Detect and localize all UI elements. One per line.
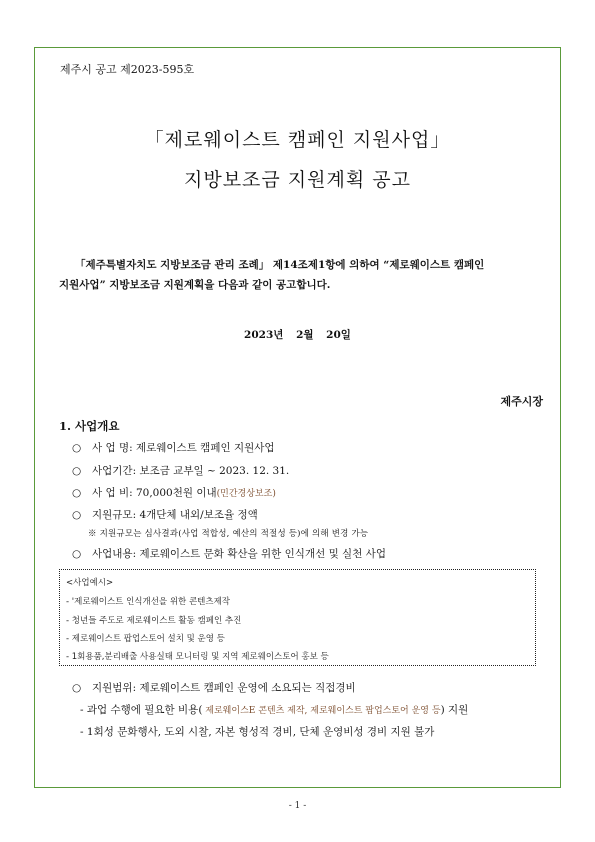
overview-item-content bbox=[72, 546, 386, 561]
overview-item-budget bbox=[72, 485, 276, 500]
section-heading: 1. 사업개요 bbox=[59, 419, 120, 433]
intro-paragraph-line2: 지원사업” 지방보조금 지원계획을 다음과 같이 공고합니다. bbox=[59, 279, 331, 291]
bullet-circle-icon: ○ bbox=[72, 548, 82, 560]
bullet-circle-icon: ○ bbox=[72, 509, 82, 521]
bullet-circle-icon: ○ bbox=[72, 487, 82, 499]
document-title-line2: 지방보조금 지원계획 공고 bbox=[184, 169, 411, 191]
example-line: - 1회용품,분리배출 사용실태 모니터링 및 지역 제로웨이스토어 홍보 등 bbox=[66, 652, 329, 662]
examples-box-title: <사업예시> bbox=[66, 578, 114, 588]
support-scope-text: 지원범위: 제로웨이스트 캠페인 운영에 소요되는 직접경비 bbox=[92, 682, 356, 694]
overview-item-scale bbox=[72, 507, 258, 522]
overview-item-period bbox=[72, 463, 289, 478]
announcement-date: 2023년 2월 20일 bbox=[244, 329, 351, 341]
overview-item-text: 사 업 명: 제로웨이스트 캠페인 지원사업 bbox=[92, 442, 275, 454]
overview-item-text: 사 업 비: 70,000천원 이내 bbox=[92, 487, 217, 499]
project-examples-box bbox=[59, 569, 536, 666]
overview-item-project-name bbox=[72, 440, 275, 455]
overview-item-text: 지원규모: 4개단체 내외/보조율 정액 bbox=[92, 509, 258, 521]
bullet-circle-icon: ○ bbox=[72, 465, 82, 477]
bullet-circle-icon: ○ bbox=[72, 682, 82, 694]
overview-item-text: 사업기간: 보조금 교부일 ~ 2023. 12. 31. bbox=[92, 465, 290, 477]
issuer-name: 제주시장 bbox=[500, 395, 543, 408]
overview-item-text: 사업내용: 제로웨이스트 문화 확산을 위한 인식개선 및 실천 사업 bbox=[92, 548, 386, 560]
example-line: - '제로웨이스트 인식개선을 위한 콘텐츠제작 bbox=[66, 597, 231, 607]
notice-number: 제주시 공고 제2023-595호 bbox=[60, 63, 195, 76]
support-scope-sub2: - 1회성 문화행사, 도외 시찰, 자본 형성적 경비, 단체 운영비성 경비 지원 불가 bbox=[80, 726, 435, 738]
document-title-line1: 「제로웨이스트 캠페인 지원사업」 bbox=[144, 129, 451, 151]
bullet-circle-icon: ○ bbox=[72, 442, 82, 454]
page-number: - 1 - bbox=[288, 801, 307, 811]
support-sub1-examples: 제로웨이스E 콘텐츠 제작, 제로웨이스트 팝업스토어 운영 등 bbox=[202, 706, 441, 716]
scale-note: ※ 지원규모는 심사결과(사업 적합성, 예산의 적절성 등)에 의해 변경 가능 bbox=[88, 529, 369, 539]
support-scope-item bbox=[72, 680, 356, 695]
support-sub1-end: ) 지원 bbox=[440, 704, 469, 716]
support-sub1-start: - 과업 수행에 필요한 비용( bbox=[80, 704, 203, 716]
example-line: - 제로웨이스트 팝업스토어 설치 및 운영 등 bbox=[66, 634, 225, 644]
intro-paragraph-line1: 「제주특별자치도 지방보조금 관리 조례」 제14조제1항에 의하여 “제로웨이스트 캠페인 bbox=[75, 259, 485, 271]
budget-type-note: (민간경상보조) bbox=[216, 489, 276, 499]
example-line: - 청년들 주도로 제로웨이스트 활동 캠페인 추진 bbox=[66, 616, 242, 626]
support-scope-sub1 bbox=[80, 702, 468, 717]
